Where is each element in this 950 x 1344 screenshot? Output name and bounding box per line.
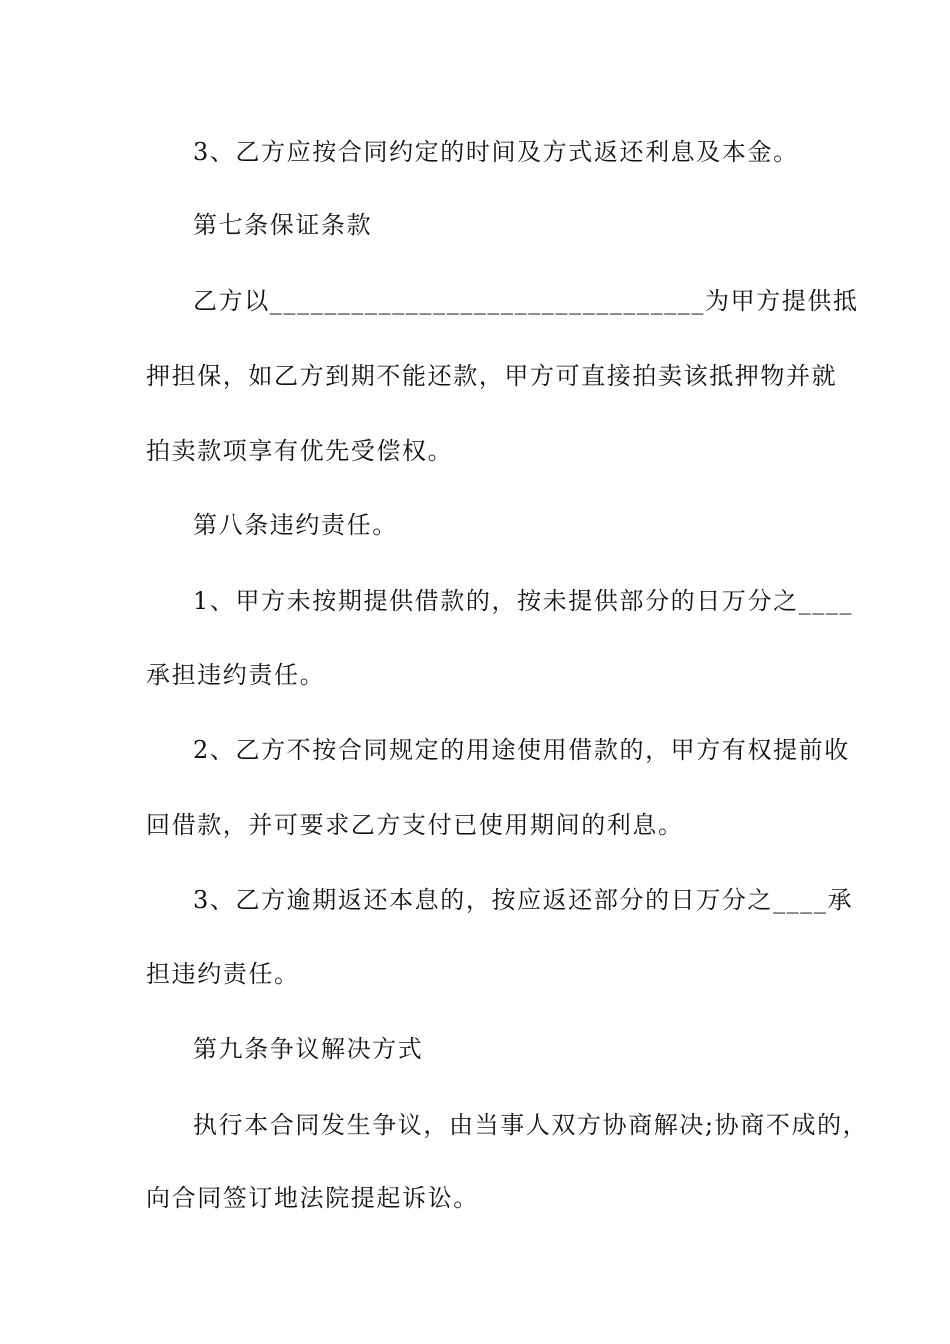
clause-8-3-line-1: 3、乙方逾期返还本息的，按应返还部分的日万分之____承	[193, 886, 854, 914]
guarantee-text-line-2: 押担保，如乙方到期不能还款，甲方可直接拍卖该抵押物并就	[146, 362, 838, 390]
article-7-heading: 第七条保证条款	[193, 211, 373, 239]
guarantee-text-line-3: 拍卖款项享有优先受偿权。	[146, 437, 454, 465]
article-9-heading: 第九条争议解决方式	[193, 1035, 424, 1063]
clause-8-2-line-1: 2、乙方不按合同规定的用途使用借款的，甲方有权提前收	[193, 736, 850, 764]
dispute-text-line-1: 执行本合同发生争议，由当事人双方协商解决;协商不成的，	[193, 1111, 869, 1139]
article-8-heading: 第八条违约责任。	[193, 511, 398, 539]
dispute-text-line-2: 向合同签订地法院提起诉讼。	[146, 1184, 479, 1212]
clause-8-3-line-2: 担违约责任。	[146, 960, 300, 988]
guarantee-text-line-1: 乙方以________________________________为甲方提供抵	[193, 287, 859, 315]
clause-8-1-line-2: 承担违约责任。	[146, 661, 326, 689]
clause-7-3-text: 3、乙方应按合同约定的时间及方式返还利息及本金。	[193, 138, 799, 166]
clause-8-2-line-2: 回借款，并可要求乙方支付已使用期间的利息。	[146, 811, 684, 839]
clause-8-1-line-1: 1、甲方未按期提供借款的，按未提供部分的日万分之____	[193, 587, 854, 615]
